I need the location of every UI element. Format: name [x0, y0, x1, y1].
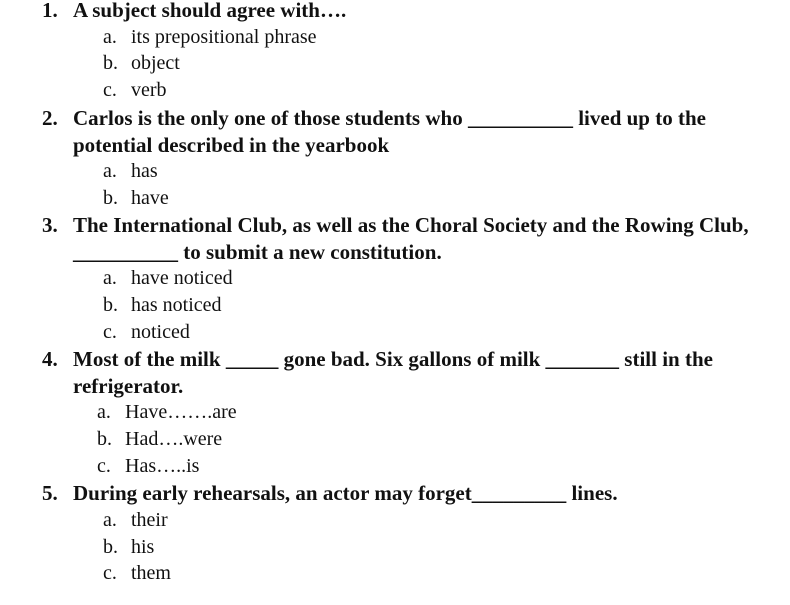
question-3: [42, 212, 770, 266]
option-letter: c.: [97, 455, 111, 477]
question-number: 1.: [42, 0, 58, 22]
question-number: 2.: [42, 106, 58, 130]
option-letter: c.: [103, 321, 117, 343]
option-letter: b.: [103, 294, 118, 316]
option-text: has noticed: [131, 294, 222, 316]
option-letter: a.: [103, 160, 117, 182]
option-text: have noticed: [131, 267, 233, 289]
option-text: them: [131, 562, 171, 584]
question-text: Most of the milk _____ gone bad. Six gallons of milk _______ still in the refrigerator.: [73, 347, 713, 398]
option-letter: a.: [103, 26, 117, 48]
option-letter: a.: [103, 267, 117, 289]
option-letter: b.: [103, 52, 118, 74]
option-text: their: [131, 509, 168, 531]
option-4c: [97, 453, 199, 480]
option-letter: b.: [103, 536, 118, 558]
question-text: Carlos is the only one of those students who __________ lived up to the potential described in the yearbook: [73, 106, 706, 157]
question-2: [42, 105, 762, 159]
question-text: During early rehearsals, an actor may forget_________ lines.: [73, 481, 618, 505]
option-letter: c.: [103, 562, 117, 584]
option-5c: [103, 560, 171, 587]
option-text: have: [131, 187, 169, 209]
option-text: has: [131, 160, 158, 182]
option-3b: [103, 292, 222, 319]
option-text: verb: [131, 79, 167, 101]
option-letter: a.: [103, 509, 117, 531]
option-letter: b.: [103, 187, 118, 209]
option-5b: [103, 534, 154, 561]
option-1a: [103, 24, 317, 51]
option-4b: [97, 426, 222, 453]
question-number: 3.: [42, 213, 58, 237]
question-text: A subject should agree with….: [73, 0, 347, 22]
option-3c: [103, 319, 190, 346]
option-letter: c.: [103, 79, 117, 101]
option-1b: [103, 50, 180, 77]
option-text: Had….were: [125, 428, 223, 450]
question-5: [42, 480, 762, 507]
question-text: The International Club, as well as the Choral Society and the Rowing Club, __________ to submit a new constitution.: [73, 213, 749, 264]
option-1c: [103, 77, 167, 104]
option-letter: a.: [97, 401, 111, 423]
option-text: Have…….are: [125, 401, 237, 423]
option-text: its prepositional phrase: [131, 26, 317, 48]
option-5a: [103, 507, 168, 534]
question-number: 5.: [42, 481, 58, 505]
option-2b: [103, 185, 169, 212]
option-text: his: [131, 536, 155, 558]
option-text: noticed: [131, 321, 190, 343]
question-number: 4.: [42, 347, 58, 371]
option-4a: [97, 399, 237, 426]
question-4: [42, 346, 762, 400]
option-text: Has…..is: [125, 455, 200, 477]
option-3a: [103, 265, 233, 292]
option-text: object: [131, 52, 180, 74]
option-2a: [103, 158, 158, 185]
option-letter: b.: [97, 428, 112, 450]
question-1: [42, 0, 762, 24]
